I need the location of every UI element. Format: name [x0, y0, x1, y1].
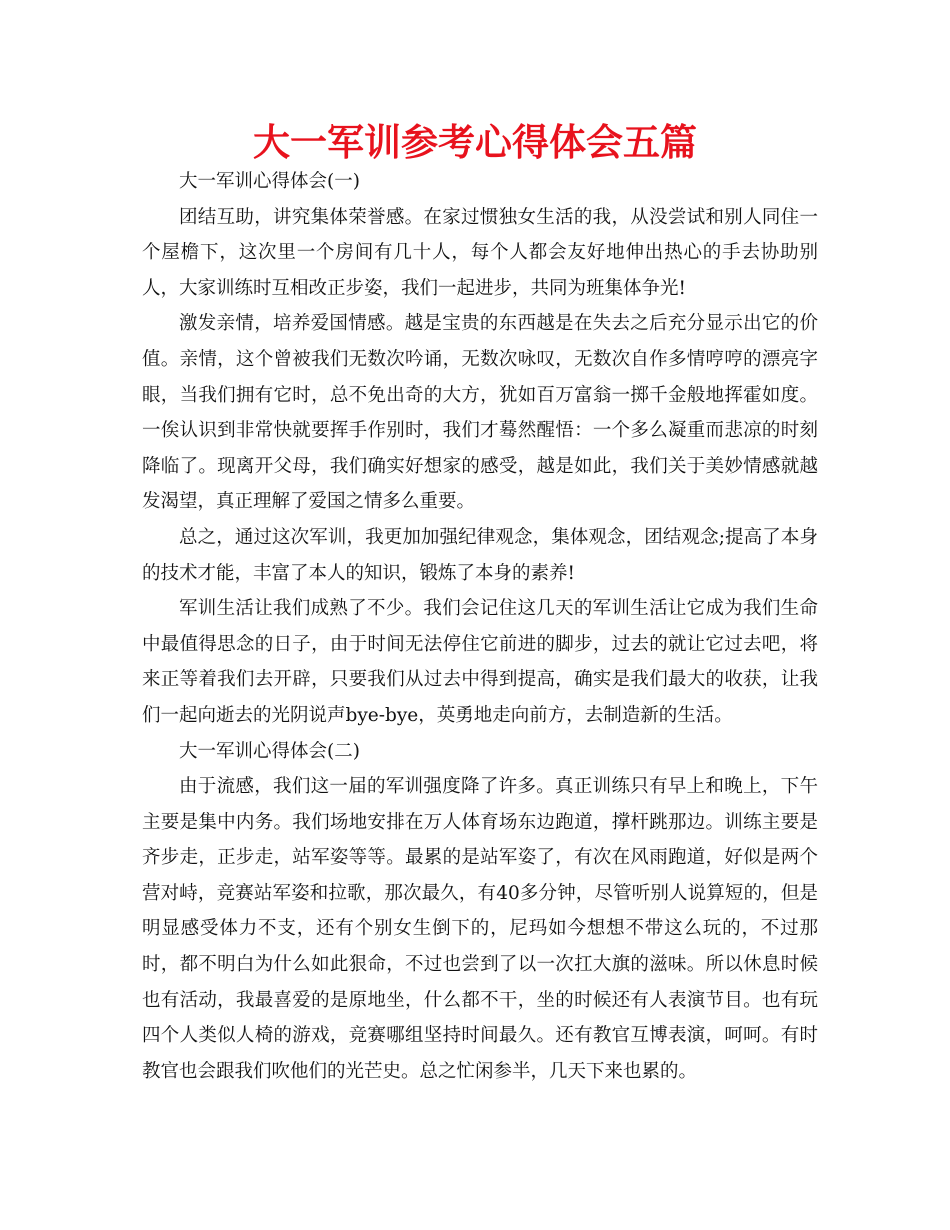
paragraph: 军训生活让我们成熟了不少。我们会记住这几天的军训生活让它成为我们生命中最值得思念的日子，由于时间无法停住它前进的脚步，过去的就让它过去吧，将来正等着我们去开辟，只要我们从过去中得到提高，确实是我们最大的收获，让我们一起向逝去的光阴说声bye-bye，英勇地走向前方，去制造新的生活。 — [142, 598, 818, 726]
paragraph: 由于流感，我们这一届的军训强度降了许多。真正训练只有早上和晚上，下午主要是集中内务。我们场地安排在万人体育场东边跑道，撑杆跳那边。训练主要是齐步走，正步走，站军姿等等。最累的是站军姿了，有次在风雨跑道，好似是两个营对峙，竞赛站军姿和拉歌，那次最久，有40多分钟，尽管听别人说算短的，但是明显感受体力不支，还有个别女生倒下的，尼玛如今想想不带这么玩的，不过那时，都不明白为什么如此狠命，不过也尝到了以一次扛大旗的滋味。所以休息时候也有活动，我最喜爱的是原地坐，什么都不干，坐的时候还有人表演节目。也有玩四个人类似人椅的游戏，竞赛哪组坚持时间最久。还有教官互博表演，呵呵。有时教官也会跟我们吹他们的光芒史。总之忙闲参半，几天下来也累的。 — [142, 776, 818, 1082]
paragraph: 团结互助，讲究集体荣誉感。在家过惯独女生活的我，从没尝试和别人同住一个屋檐下，这次里一个房间有几十人，每个人都会友好地伸出热心的手去协助别人，大家训练时互相改正步姿，我们一起进步，共同为班集体争光! — [142, 206, 818, 299]
section-heading: 大一军训心得体会(二) — [179, 740, 360, 762]
paragraph: 总之，通过这次军训，我更加加强纪律观念，集体观念，团结观念;提高了本身的技术才能，丰富了本人的知识，锻炼了本身的素养! — [142, 526, 818, 584]
document-title: 大一军训参考心得体会五篇 — [253, 121, 697, 164]
paragraph: 激发亲情，培养爱国情感。越是宝贵的东西越是在失去之后充分显示出它的价值。亲情，这个曾被我们无数次吟诵，无数次咏叹，无数次自作多情哼哼的漂亮字眼，当我们拥有它时，总不免出奇的大方，犹如百万富翁一掷千金般地挥霍如度。一俟认识到非常快就要挥手作别时，我们才蓦然醒悟：一个多么凝重而悲凉的时刻降临了。现离开父母，我们确实好想家的感受，越是如此，我们关于美妙情感就越发渴望，真正理解了爱国之情多么重要。 — [142, 313, 818, 513]
section-heading: 大一军训心得体会(一) — [179, 171, 360, 192]
document-body — [142, 164, 818, 1089]
